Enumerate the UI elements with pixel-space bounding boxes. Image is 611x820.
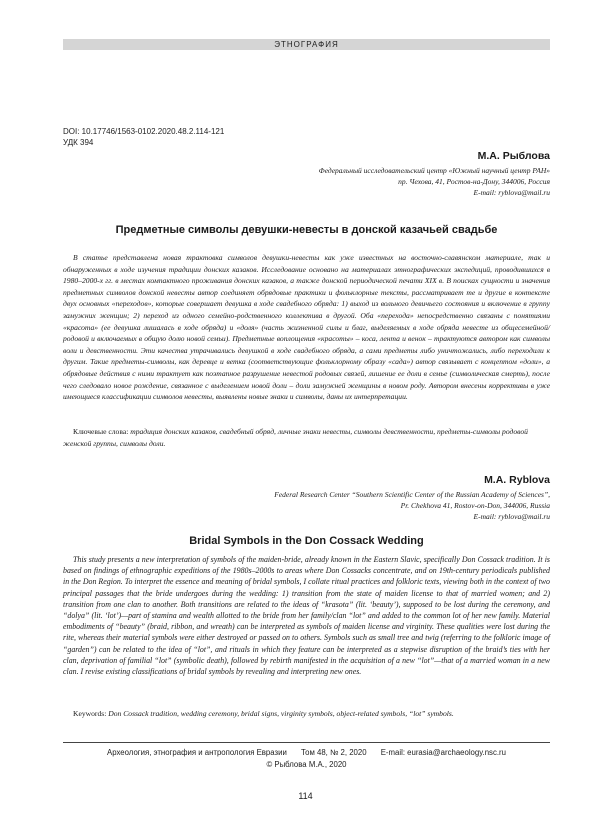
author-name-ru: М.А. Рыблова	[477, 150, 550, 162]
affiliation-en-line-2: Pr. Chekhova 41, Rostov-on-Don, 344006, Russia	[400, 501, 550, 510]
affiliation-ru	[190, 165, 550, 198]
journal-email: E-mail: eurasia@archaeology.nsc.ru	[380, 748, 506, 757]
keywords-ru-values: традиция донских казаков, свадебный обряд, личные знаки невесты, символы девственности, предметы-символы родовой женской группы, символы доли.	[63, 427, 528, 448]
keywords-ru-label: Ключевые слова:	[73, 427, 129, 436]
keywords-ru	[63, 426, 550, 449]
copyright: © Рыблова М.А., 2020	[266, 760, 347, 769]
affiliation-ru-line-1: Федеральный исследовательский центр «Южный научный центр РАН»	[318, 166, 550, 175]
doi: DOI: 10.17746/1563-0102.2020.48.2.114-121	[63, 127, 225, 136]
keywords-en	[63, 708, 550, 720]
article-title-en: Bridal Symbols in the Don Cossack Wedding	[189, 535, 424, 547]
affiliation-ru-line-2: пр. Чехова, 41, Ростов-на-Дону, 344006, Россия	[398, 177, 550, 186]
abstract-ru: В статье представлена новая трактовка символов девушки-невесты как уже известных на восточно-славянском материале, так и обнаруженных в ходе изучения традиции донских казаков. Исследование основано на материалах этнографических экспедиций, проводившихся в 1980–2000-х гг. в местах компактного проживания донских казаков, а также донской периодической печати XIX в. В поисках сущности и значения предметных символов донской невесты автор соединяет обрядовые практики и фольклорные тексты, рассматривает те и другие в контексте двух основных «переходов», которые совершает девушка в ходе свадебного обряда: 1) выход из вольного девичьего состояния и включение в группу замужних женщин; 2) переход из одного семейно-родственного коллектива в другой. Оба «перехода» непосредственно связаны с понятиями «красота» (ее девушка лишалась в ходе обряда) и «доля» (часть жизненной силы и благ, выделяемых в ходе обряда невесте из общесемейной/родовой и включаемых в общую долю новой семьи). Предметные воплощения «красоты» – коса, лента и венок – трактуются автором как символы воли и девственности. Эти качества утрачивались девушкой в ходе свадебного обряда, а сами предметы либо уничтожались, либо переходили к другим. Такие предметы-символы, как деревце и ветка (соответствующие фольклорному образу «сада») автор связывает с концептом «доли», а обрядовые действия с ними трактует как поэтапное разрушение невестой родовых связей, лишение ее доли в семье (символическая смерть), после чего следовало новое рождение, связанное с выделением новой доли – доли замужней женщины в новом роду. Автором внесены коррективы в уже имеющиеся классификации символов невесты, выявлены новые знаки и символы, даны их интерпретации.	[63, 253, 550, 402]
journal-volume: Том 48, № 2, 2020	[300, 748, 367, 757]
keywords-en-values: Don Cossack tradition, wedding ceremony, bridal signs, virginity symbols, object-related symbols, “lot” symbols.	[108, 709, 454, 718]
abstract-en: This study presents a new interpretation of symbols of the maiden-bride, already known in the Eastern Slavic, specifically Don Cossack tradition. It is based on findings of ethnographic expeditions of the 1980s–2000s to areas where Don Cossacks concentrate, and on 19th-century periodicals published in the Don Region. To interpret the essence and meaning of bridal symbols, I collate ritual practices and folkloric texts, viewing both in the context of two principal passages that the bride undergoes during the wedding: 1) transition from the state of maiden license to that of married women; and 2) transition from one clan to another. Both transitions are related to the ideas of “krasota” (lit. ‘beauty’), supposed to be lost during the ceremony, and “dolya” (lit. ‘lot’)—part of stamina and wealth allotted to the bride from her family/clan “lot” and added to the common lot of her new family. Material embodiments of “beauty” (braid, ribbon, and wreath) can be interpreted as symbols of maiden license and virginity. These qualities were lost during the rite, whereas their material symbols were either destroyed or passed on to others. Symbols such as small tree and twig (referring to the folkloric image of “garden”) can be related to the idea of “lot”, and rituals in which they feature can be interpreted as a stepwise disruption of the braid’s ties with her clan, deprivation of familial “lot” (symbolic death), followed by rebirth manifested in the acquisition of a new “lot”—that of a married woman in a new clan. I revise existing classifications of bridal symbols by revealing and interpreting new ones.	[63, 555, 550, 677]
affiliation-ru-line-3: E-mail: ryblova@mail.ru	[473, 188, 550, 197]
footer-rule	[63, 742, 550, 743]
page-number: 114	[298, 791, 313, 801]
article-title-ru: Предметные символы девушки-невесты в донской казачьей свадьбе	[115, 224, 498, 236]
udc: УДК 394	[63, 138, 94, 147]
journal-footer	[63, 748, 550, 757]
keywords-en-label: Keywords:	[73, 709, 107, 718]
affiliation-en	[190, 489, 550, 522]
affiliation-en-line-3: E-mail: ryblova@mail.ru	[473, 512, 550, 521]
author-name-en: M.A. Ryblova	[484, 474, 550, 486]
section-band: ЭТНОГРАФИЯ	[63, 39, 550, 50]
journal-title: Археология, этнография и антропология Евразии	[107, 748, 287, 757]
affiliation-en-line-1: Federal Research Center “Southern Scientific Center of the Russian Academy of Sciences”,	[274, 490, 550, 499]
